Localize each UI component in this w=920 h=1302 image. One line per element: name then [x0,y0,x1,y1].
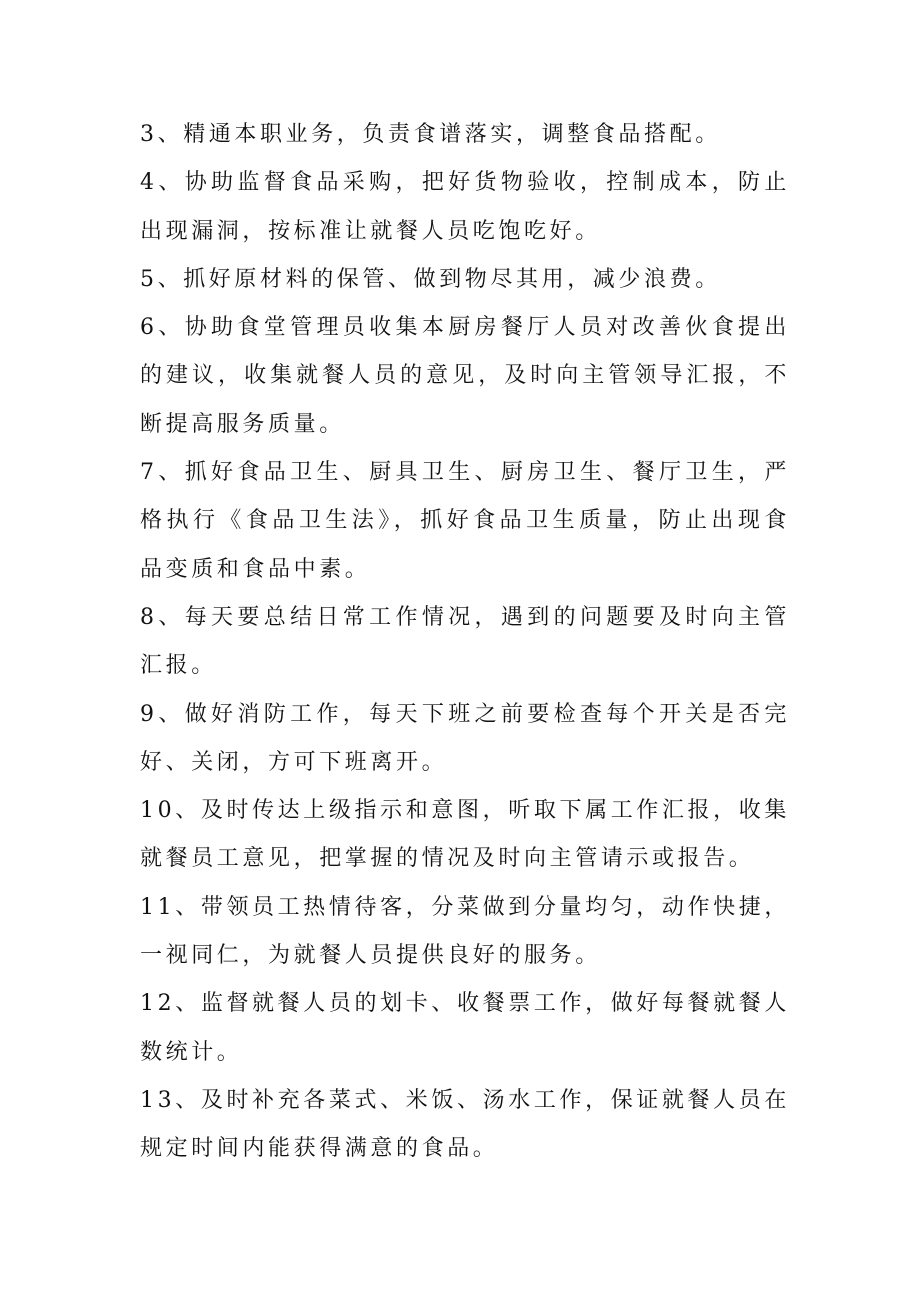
duty-item-8: 8、每天要总结日常工作情况，遇到的问题要及时向主管汇报。 [140,604,790,679]
duty-item-5: 5、抓好原材料的保管、做到物尽其用，减少浪费。 [140,266,721,292]
duty-item-10: 10、及时传达上级指示和意图，听取下属工作汇报，收集就餐员工意见，把掌握的情况及时向主管请示或报告。 [140,798,790,872]
duty-item-11: 11、带领员工热情待客，分菜做到分量均匀，动作快捷，一视同仁，为就餐人员提供良好的服务。 [140,894,790,969]
duty-item-7: 7、抓好食品卫生、厨具卫生、厨房卫生、餐厅卫生，严格执行《食品卫生法》，抓好食品卫生质量，防止出现食品变质和食品中素。 [140,460,790,582]
duty-item-9: 9、做好消防工作，每天下班之前要检查每个开关是否完好、关闭，方可下班离开。 [140,701,790,775]
duty-item-3: 3、精通本职业务，负责食谱落实，调整食品搭配。 [140,122,721,147]
duty-item-6: 6、协助食堂管理员收集本厨房餐厅人员对改善伙食提出的建议，收集就餐人员的意见，及时向主管领导汇报，不断提高服务质量。 [140,315,790,437]
duty-item-12: 12、监督就餐人员的划卡、收餐票工作，做好每餐就餐人数统计。 [140,991,790,1065]
document-body [140,111,790,1174]
duty-item-13: 13、及时补充各菜式、米饭、汤水工作，保证就餐人员在规定时间内能获得满意的食品。 [140,1087,790,1162]
duty-item-4: 4、协助监督食品采购，把好货物验收，控制成本，防止出现漏洞，按标准让就餐人员吃饱吃好。 [140,170,790,244]
